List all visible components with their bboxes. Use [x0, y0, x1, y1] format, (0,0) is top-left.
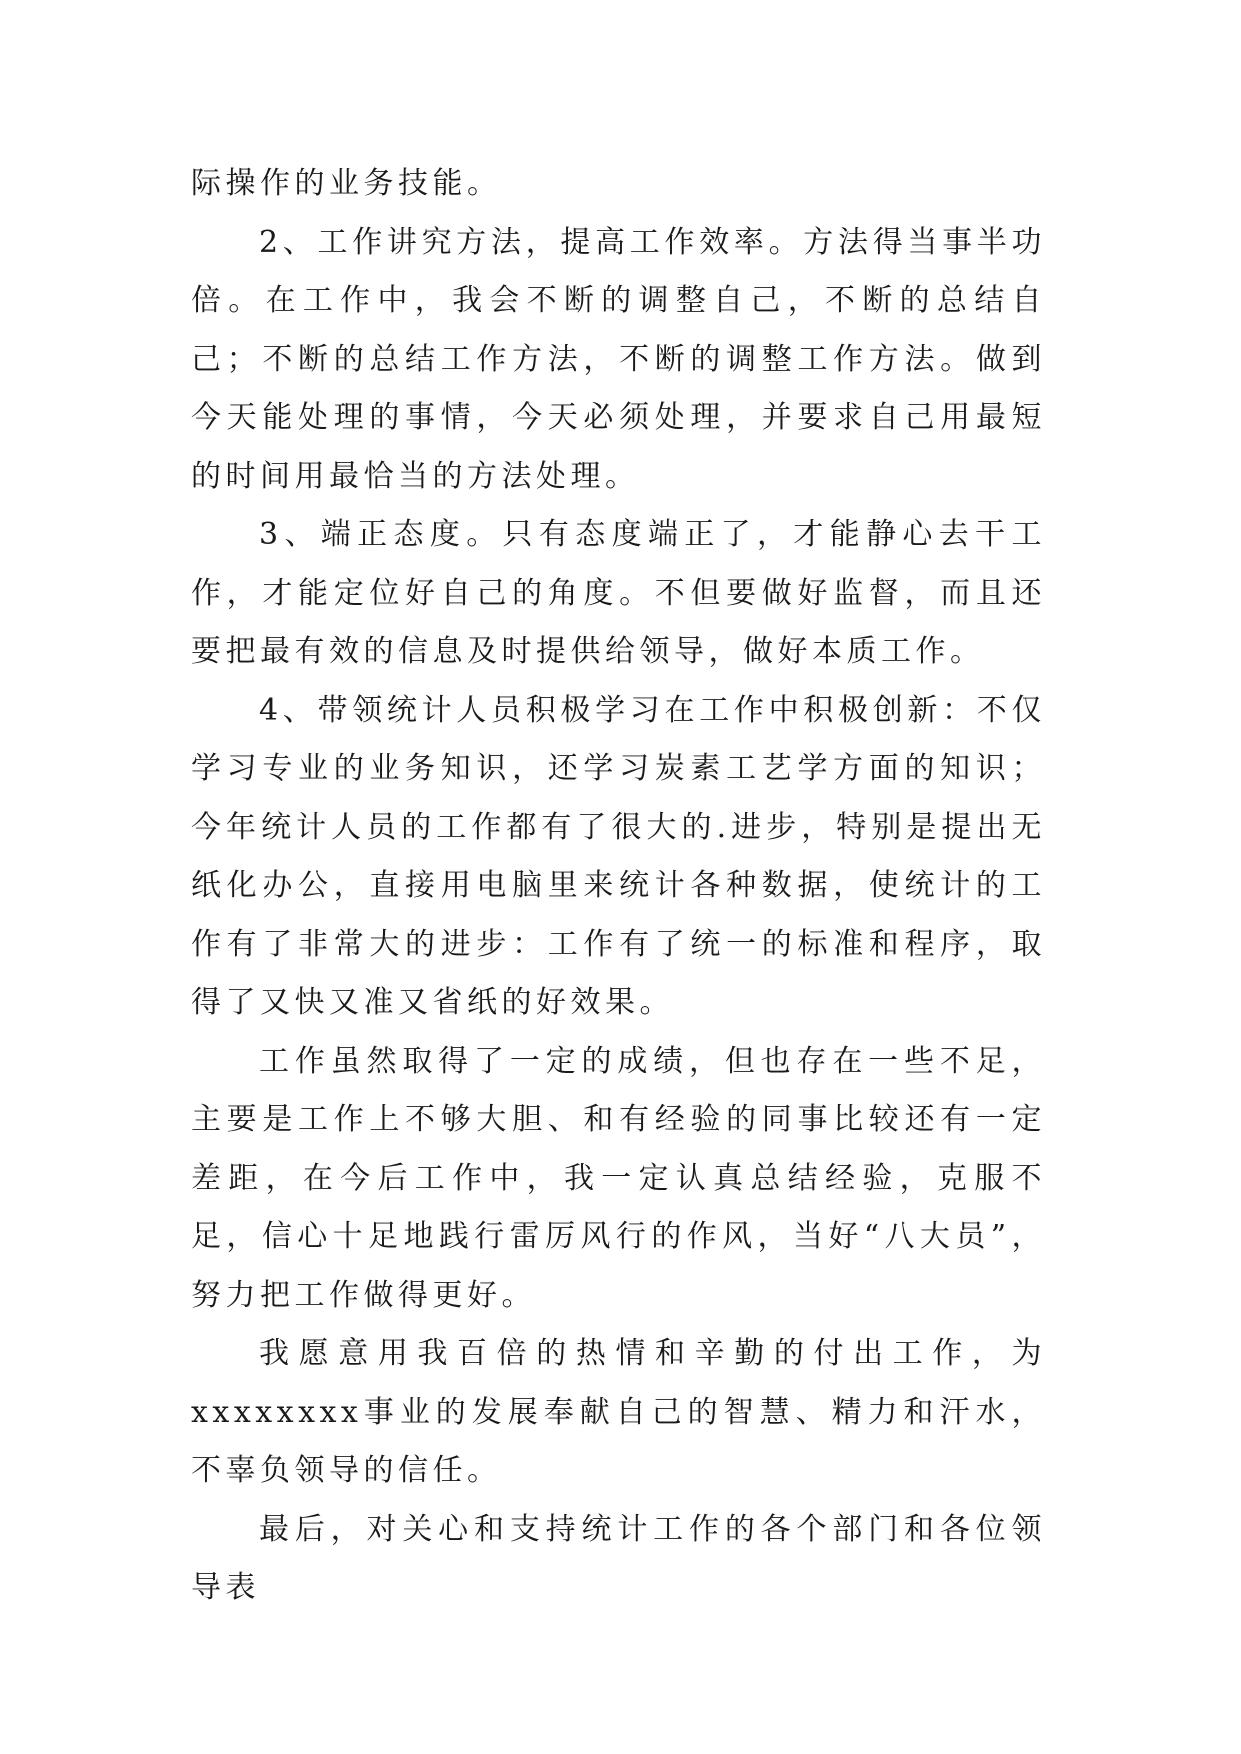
paragraph-2: 2、工作讲究方法，提高工作效率。方法得当事半功倍。在工作中，我会不断的调整自己，不断的总结自己；不断的总结工作方法，不断的调整工作方法。做到今天能处理的事情，今天必须处理，并要求自己用最短的时间用最恰当的方法处理。 [191, 224, 1046, 494]
paragraph-7: 最后，对关心和支持统计工作的各个部门和各位领导表 [191, 1511, 1046, 1605]
paragraph-5: 工作虽然取得了一定的成绩，但也存在一些不足，主要是工作上不够大胆、和有经验的同事比较还有一定差距，在今后工作中，我一定认真总结经验，克服不足，信心十足地践行雷厉风行的作风，当好“八大员”，努力把工作做得更好。 [191, 1043, 1046, 1313]
paragraph-4: 4、带领统计人员积极学习在工作中积极创新：不仅学习专业的业务知识，还学习炭素工艺学方面的知识；今年统计人员的工作都有了很大的.进步，特别是提出无纸化办公，直接用电脑里来统计各种数据，使统计的工作有了非常大的进步：工作有了统一的标准和程序，取得了又快又准又省纸的好效果。 [191, 692, 1046, 1020]
document-body [191, 155, 1046, 1618]
paragraph-3: 3、端正态度。只有态度端正了，才能静心去干工作，才能定位好自己的角度。不但要做好监督，而且还要把最有效的信息及时提供给领导，做好本质工作。 [191, 517, 1046, 669]
paragraph-6: 我愿意用我百倍的热情和辛勤的付出工作，为xxxxxxxx事业的发展奉献自己的智慧、精力和汗水，不辜负领导的信任。 [191, 1336, 1046, 1488]
paragraph-1: 际操作的业务技能。 [191, 166, 502, 201]
